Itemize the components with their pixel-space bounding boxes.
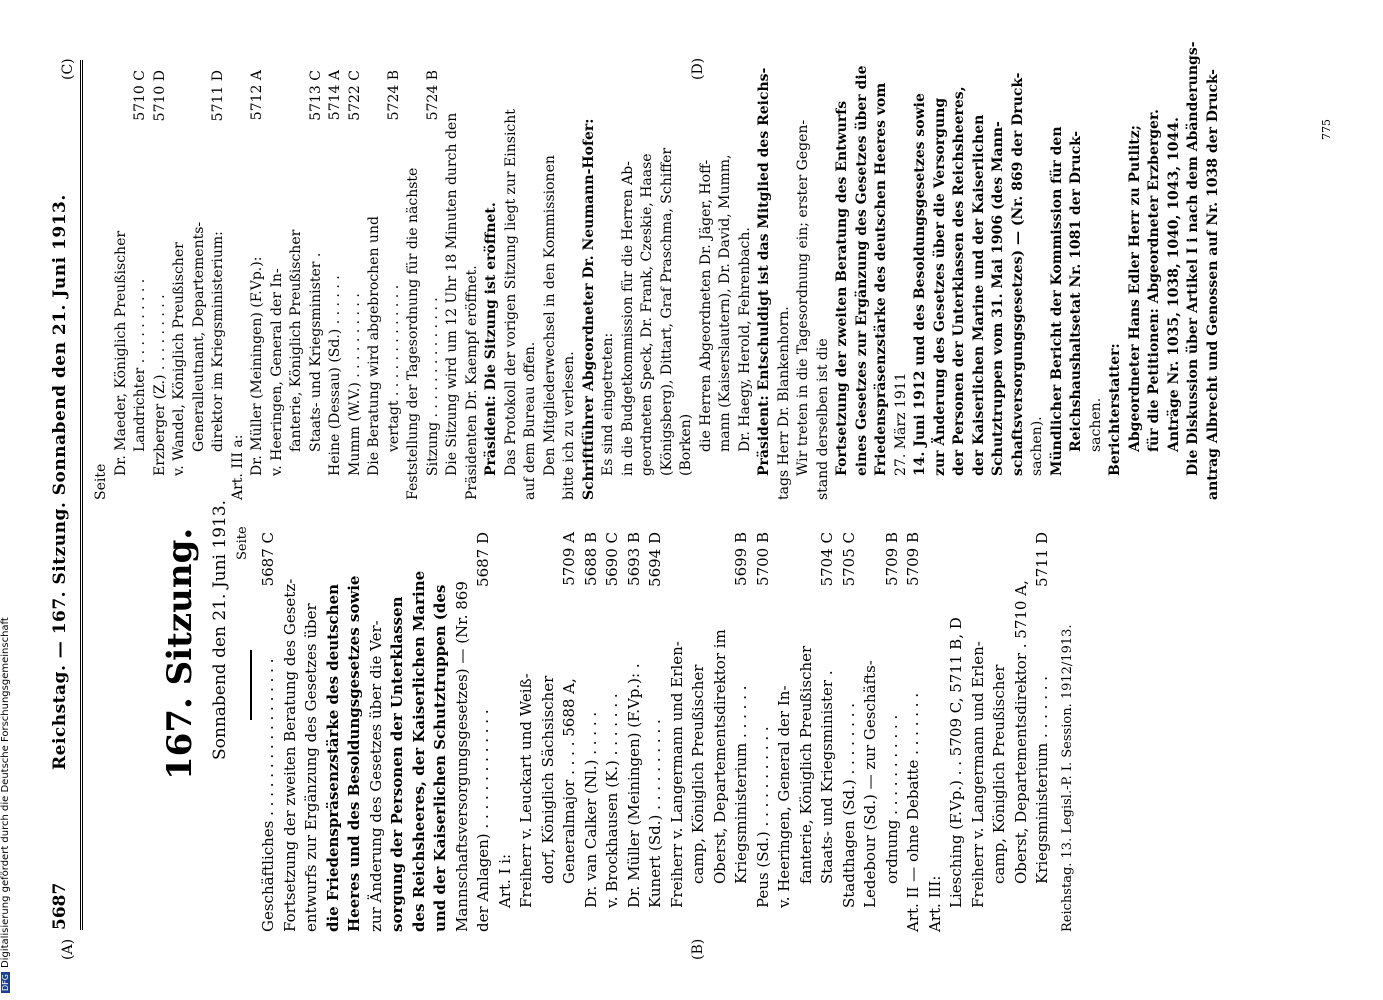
text-line (473, 532, 495, 932)
text-line (970, 70, 990, 500)
text-line (366, 532, 388, 932)
line-text: antrag Albrecht und Genossen auf Nr. 1038 der Druck- (1204, 69, 1221, 500)
page-reference: 5711 D (210, 70, 226, 122)
text-line (1087, 70, 1107, 500)
text-line (387, 532, 409, 932)
text-line (287, 70, 307, 500)
text-line (404, 70, 424, 500)
text-line (443, 70, 463, 500)
text-line (92, 70, 112, 500)
text-line (638, 70, 658, 500)
text-line (365, 70, 385, 500)
text-line (516, 532, 538, 932)
session-heading: 167. Sitzung. (160, 527, 200, 780)
line-text: des Reichsheeres, der Kaiserlichen Marine (409, 570, 428, 932)
line-text: Staats- und Kriegsminister . (307, 252, 324, 452)
line-text: fanterie, Königlich Preußischer (288, 229, 304, 452)
line-text: Die Diskussion über Artikel I i nach dem Abänderungs- (1185, 41, 1201, 476)
line-text: vertagt . . . . . . . . . . . . . (385, 284, 402, 452)
text-line (814, 70, 834, 500)
text-line (580, 70, 600, 500)
line-text: der Personen der Unterklassen des Reichsheeres, (951, 86, 967, 476)
page-reference: 5688 B (581, 532, 600, 586)
line-text: Dr. van Calker (Nl.) . . . . . (581, 711, 600, 908)
text-line (624, 532, 646, 932)
line-text: der Kaiserlichen Marine und der Kaiserlichen (970, 114, 987, 476)
text-line (430, 532, 452, 932)
line-text: Den Mitgliederwechsel in den Kommissionen (541, 155, 558, 476)
line-text: direktor im Kriegsministerium: (210, 231, 226, 452)
text-line (796, 532, 818, 932)
line-text: Landrichter . . . . . . . . . . (132, 278, 148, 452)
line-text: Mannschaftsversorgungsgesetzes) — (Nr. 869 (452, 581, 471, 932)
footer-right: 775 (1320, 119, 1333, 140)
line-text: Berichterstatter: (1107, 343, 1123, 476)
text-line (482, 70, 502, 500)
line-text: Liesching (F.Vp.) . . 5709 C, 5711 B, D (947, 617, 965, 908)
marker-a: (A) (60, 938, 76, 960)
page-reference: 5714 A (327, 70, 343, 121)
line-text: Erzberger (Z.) . . . . . . . . . (151, 294, 168, 476)
line-text: v. Brockhausen (K.) . . . . . . . (603, 693, 621, 908)
text-line (307, 70, 327, 500)
line-text: Schriftführer Abgeordneter Dr. Neumann-Hofer: (580, 118, 597, 500)
page-reference: 5699 B (732, 532, 750, 586)
line-text: camp, Königlich Preußischer (689, 664, 707, 884)
line-text: Friedenspräsenzstärke des deutschen Heeres vom (873, 82, 889, 476)
line-text: Sitzung . . . . . . . . . . . . . . (424, 297, 441, 476)
text-line (794, 70, 814, 500)
page-reference: 5710 D (151, 70, 168, 122)
line-text: (Königsberg), Dittart, Graf Praschma, Schiffer (658, 147, 675, 476)
line-text: stand derselben ist die (814, 338, 831, 500)
session-date: Sonnabend den 21. Juni 1913. (210, 499, 230, 760)
text-line (946, 532, 968, 932)
text-line (716, 70, 736, 500)
right-column (92, 41, 1223, 500)
page-reference: 5712 A (249, 70, 265, 121)
text-line (710, 532, 732, 932)
text-line (151, 70, 171, 500)
text-line (774, 532, 796, 932)
text-line (989, 70, 1009, 500)
line-text: Dr. Müller (Meiningen) (F.Vp.): . (624, 663, 643, 908)
line-text: Art. II — ohne Debatte . . . . . . . (904, 692, 922, 932)
text-line (688, 532, 710, 932)
left-column (258, 532, 1054, 932)
page-reference: 5713 C (307, 70, 324, 121)
line-text: der Anlagen) . . . . . . . . . . . . . (474, 709, 492, 932)
line-text: Wir treten in die Tagesordnung ein; erster Gegen- (795, 119, 811, 476)
text-line (541, 70, 561, 500)
line-text: und der Kaiserlichen Schutztruppen (des (431, 584, 449, 932)
text-line (409, 532, 431, 932)
line-text: Abgeordneter Hans Edler Herr zu Putlitz; (1126, 125, 1143, 452)
text-line (697, 70, 717, 500)
line-text: v. Heeringen, General der In- (268, 268, 285, 476)
text-line (1106, 70, 1126, 500)
line-text: Stadthagen (Sd.) . . . . . . . . (839, 702, 858, 908)
page-reference: 5710 C (132, 70, 148, 121)
text-line (667, 532, 689, 932)
text-line (903, 532, 925, 932)
line-text: Die Sitzung wird um 12 Uhr 18 Minuten durch den (444, 112, 460, 476)
line-text: dorf, Königlich Sächsischer (538, 675, 557, 884)
line-text: geordneten Speck, Dr. Frank, Czeskie, Haase (639, 153, 655, 476)
line-text: sachen. (1087, 397, 1104, 452)
line-text: schaftsversorgungsgesetzes) — (Nr. 869 der Druck- (1009, 72, 1026, 476)
text-line (968, 532, 990, 932)
text-line (326, 70, 346, 500)
line-text: (Borken) (678, 413, 694, 476)
line-text: Generalleutnant, Departements- (190, 221, 207, 452)
line-text: Staats- und Kriegsminister . (818, 670, 836, 884)
dfg-logo: DFG (1, 974, 10, 991)
line-text: Mündlicher Bericht der Kommission für den (1048, 126, 1065, 476)
line-text: Art. I i: (495, 853, 514, 908)
text-line (736, 70, 756, 500)
line-text: ordnung . . . . . . . . . . . (882, 714, 901, 884)
line-text: v. Wandel, Königlich Preußischer (171, 242, 187, 476)
marker-b: (B) (690, 938, 706, 960)
text-line (1184, 41, 1204, 500)
line-text: bitte ich zu verlesen. (561, 351, 577, 500)
text-line (755, 67, 775, 500)
text-line (1204, 70, 1224, 500)
text-line (1009, 70, 1029, 500)
text-line (344, 532, 366, 932)
page-reference: 5705 C (839, 532, 858, 587)
text-line (1145, 70, 1165, 500)
text-line (560, 70, 580, 500)
line-text: Oberst, Departementsdirektor . 5710 A, (1011, 580, 1030, 884)
text-line (301, 532, 323, 932)
line-text: Reichshaushaltsetat Nr. 1081 der Druck- (1068, 130, 1084, 452)
line-text: Heeres und des Besoldungsgesetzes sowie (345, 575, 363, 932)
page-reference: 5709 A (560, 532, 578, 586)
page-reference: 5687 D (474, 532, 492, 587)
text-line (989, 532, 1011, 932)
line-text: Ledebour (Sd.) — zur Geschäfts- (861, 660, 879, 908)
text-line (559, 532, 581, 932)
text-line (817, 532, 839, 932)
line-text: Kriegsministerium . . . . . . (732, 685, 750, 884)
text-line (1048, 70, 1068, 500)
text-line (602, 532, 624, 932)
line-text: mann (Kaiserslautern), Dr. David, Mumm, (717, 154, 733, 452)
page-reference: 5690 C (603, 532, 621, 587)
page-reference: 5709 B (904, 532, 922, 586)
footer-left: Reichstag. 13. Legisl.-P. I. Session. 1912/1913. (1060, 624, 1075, 932)
line-text: Schutztruppen vom 31. Mai 1906 (des Mann- (990, 121, 1006, 476)
seite-label: Seite (235, 526, 250, 560)
text-line (925, 532, 947, 932)
text-line (860, 532, 882, 932)
line-text: Es sind eingetreten: (600, 332, 616, 476)
marker-c: (C) (60, 58, 76, 80)
text-line (853, 65, 873, 500)
line-text: für die Petitionen: Abgeordneter Erzberger. (1146, 109, 1162, 452)
page-reference: 5722 C (346, 70, 363, 121)
line-text: zur Änderung des Gesetzes über die Versorgung (931, 97, 948, 476)
page-number: 5687 (50, 882, 70, 930)
text-line (258, 532, 280, 932)
text-line (658, 70, 678, 500)
line-text: Art. III: (925, 875, 944, 932)
funding-note-text: Digitalisierung gefördert durch die Deutsche Forschungsgemeinschaft (0, 617, 11, 969)
line-text: Präsident: Entschuldigt ist das Mitglied des Reichs- (756, 67, 772, 476)
text-line (892, 70, 912, 500)
line-text: v. Heeringen, General der In- (775, 685, 793, 908)
line-text: Kriegsministerium . . . . . . . (1033, 675, 1051, 884)
text-line (775, 70, 795, 500)
line-text: Oberst, Departementsdirektor im (710, 629, 729, 884)
marker-d: (D) (690, 57, 706, 80)
text-line (599, 70, 619, 500)
text-line (229, 70, 249, 500)
text-line (385, 70, 405, 500)
text-line (346, 70, 366, 500)
line-text: sachen). (1029, 416, 1045, 476)
line-text: 14. Juni 1912 und des Besoldungsgesetzes sowie (912, 93, 928, 476)
line-text: fanterie, Königlich Preußischer (796, 645, 815, 884)
text-line (882, 532, 904, 932)
text-line (839, 532, 861, 932)
text-line (502, 70, 522, 500)
text-line (1028, 70, 1048, 500)
line-text: Freiherr v. Langermann und Erlen- (968, 641, 987, 908)
text-line (753, 532, 775, 932)
text-line (495, 532, 517, 932)
page-reference: 5687 C (259, 532, 277, 587)
text-line (1011, 532, 1033, 932)
line-text: tags Herr Dr. Blankenhorn. (775, 306, 792, 500)
line-text: Präsident: Die Sitzung ist eröffnet. (483, 202, 499, 476)
rule (250, 650, 252, 720)
text-line (268, 70, 288, 500)
line-text: Präsidenten Dr. Kaempf eröffnet. (463, 265, 480, 500)
text-line (131, 70, 151, 500)
line-text: entwurfs zur Ergänzung des Gesetzes über (302, 603, 320, 932)
text-line (452, 532, 474, 932)
text-line (112, 70, 132, 500)
text-line (950, 70, 970, 500)
text-line (911, 70, 931, 500)
line-text: Kunert (Sd.) . . . . . . . . . . (646, 719, 664, 908)
line-text: Geschäftliches . . . . . . . . . . . . . . . . . (259, 658, 277, 932)
line-text: Peus (Sd.) . . . . . . . . . . . (753, 726, 772, 908)
line-text: Dr. Haegy, Herold, Fehrenbach. (736, 227, 753, 452)
line-text: Freiherr v. Leuckart und Weiß- (517, 673, 535, 908)
text-line (424, 70, 444, 500)
line-text: Fortsetzung der zweiten Beratung des Gesetz- (280, 578, 299, 932)
text-line (190, 70, 210, 500)
text-line (248, 70, 268, 500)
text-line (538, 532, 560, 932)
text-line (1165, 70, 1185, 500)
line-text: 27. März 1911 (892, 372, 909, 476)
line-text: Die Beratung wird abgebrochen und (366, 216, 382, 476)
line-text: Heine (Dessau) (Sd.) . . . . . . (327, 275, 343, 476)
text-line (872, 70, 892, 500)
text-line (581, 532, 603, 932)
page-reference: 5709 B (882, 532, 901, 586)
text-line (1067, 70, 1087, 500)
text-line (209, 70, 229, 500)
line-text: zur Änderung des Gesetzes über die Ver- (366, 620, 385, 932)
line-text: eines Gesetzes zur Ergänzung des Gesetzes über die (853, 65, 870, 476)
line-text: Das Protokoll der vorigen Sitzung liegt zur Einsicht (502, 109, 519, 476)
text-line (931, 70, 951, 500)
page-reference: 5724 B (385, 70, 402, 121)
text-line (619, 70, 639, 500)
line-text: camp, Königlich Preußischer (990, 664, 1008, 884)
text-line (521, 70, 541, 500)
page-reference: 5711 D (1033, 532, 1051, 587)
text-line (1126, 70, 1146, 500)
page-reference: 5704 C (818, 532, 836, 587)
line-text: Mumm (W.V.) . . . . . . . . . . (346, 293, 363, 476)
text-line (1032, 532, 1054, 932)
page-reference: 5724 B (424, 70, 441, 121)
text-line (280, 532, 302, 932)
line-text: sorgung der Personen der Unterklassen (388, 596, 406, 932)
text-line (463, 70, 483, 500)
text-line (645, 532, 667, 932)
page-reference: 5700 B (753, 532, 772, 586)
line-text: Anträge Nr. 1035, 1038, 1040, 1043, 1044. (1165, 117, 1182, 452)
line-text: Dr. Maeder, Königlich Preußischer (112, 230, 129, 476)
line-text: in die Budgetkommission für die Herren Ab- (619, 161, 636, 476)
running-header (40, 60, 83, 930)
line-text: Freiherr v. Langermann und Erlen- (667, 641, 686, 908)
text-line (323, 532, 345, 932)
line-text: auf dem Bureau offen. (522, 341, 538, 500)
line-text: Seite (93, 463, 109, 500)
line-text: die Friedenspräsenzstärke des deutschen (323, 583, 342, 932)
line-text: Generalmajor . . . . 5688 A, (560, 678, 578, 884)
line-text: die Herren Abgeordneten Dr. Jäger, Hoff- (697, 159, 714, 452)
text-line (170, 70, 190, 500)
line-text: Art. III a: (229, 434, 246, 500)
page-reference: 5694 D (646, 532, 664, 587)
text-line (833, 70, 853, 500)
page-reference: 5693 B (624, 532, 643, 586)
text-line (731, 532, 753, 932)
line-text: Dr. Müller (Meiningen) (F.Vp.): (249, 256, 265, 476)
header-title: Reichstag. — 167. Sitzung. Sonnabend den 21. Juni 1913. (50, 194, 70, 770)
line-text: Feststellung der Tagesordnung für die nächste (405, 167, 421, 500)
line-text: Fortsetzung der zweiten Beratung des Entwurfs (834, 100, 850, 476)
text-line (677, 70, 697, 500)
